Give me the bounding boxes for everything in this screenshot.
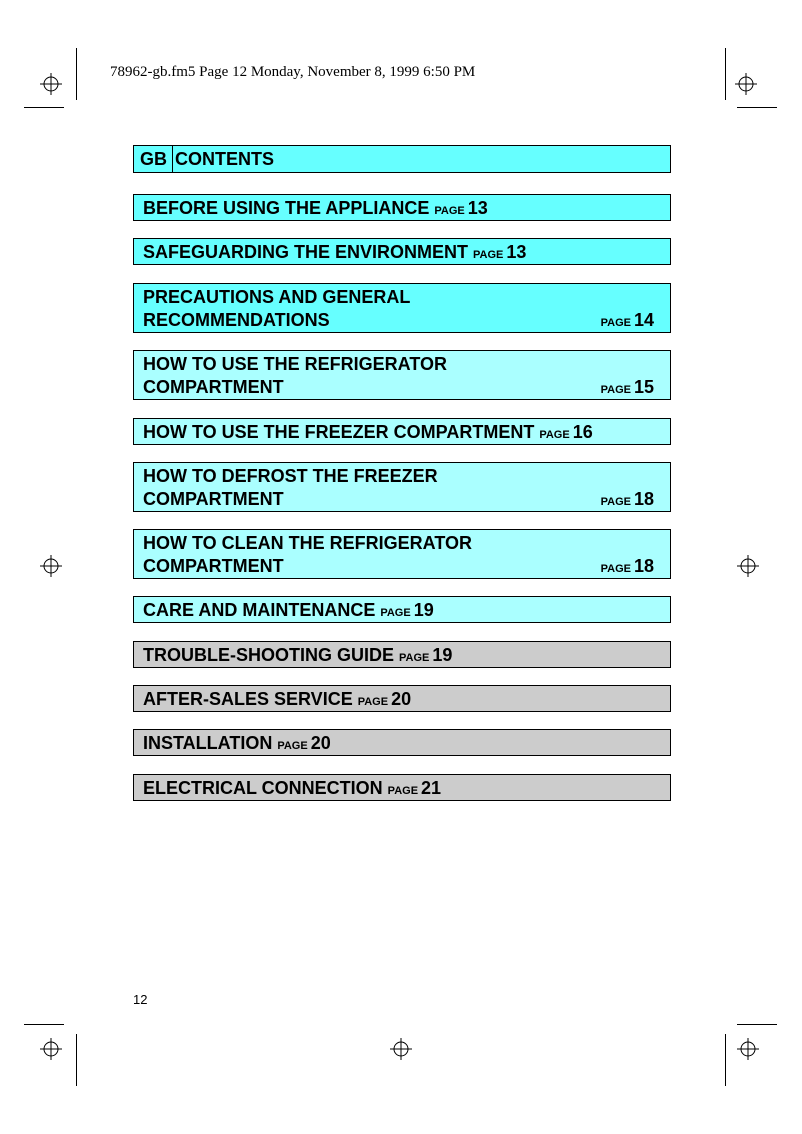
page-label: PAGE [380,607,411,619]
toc-entry-title: INSTALLATION [143,733,273,753]
registration-mark-icon [40,73,62,95]
registration-mark-icon [390,1038,412,1060]
toc-entry-title: AFTER-SALES SERVICE [143,689,353,709]
toc-entry-page: 19 [432,645,453,665]
toc-entry[interactable] [133,596,671,623]
toc-entry-page: 20 [310,733,331,753]
toc-entry[interactable] [133,529,671,579]
toc-entry-title: ELECTRICAL CONNECTION [143,778,383,798]
page-label: PAGE [434,205,465,217]
registration-mark-icon [737,1038,759,1060]
crop-mark-bottom-left-horizontal [24,1024,64,1025]
file-info-header: 78962-gb.fm5 Page 12 Monday, November 8, 1999 6:50 PM [110,64,476,80]
toc-entry[interactable] [133,462,671,512]
toc-entry-page: 21 [421,778,442,798]
toc-entry-title-line1: PRECAUTIONS AND GENERAL [143,287,411,307]
toc-entry-title: BEFORE USING THE APPLIANCE [143,198,430,218]
page-label: PAGE [399,652,430,664]
toc-entry-page: 13 [506,242,527,262]
crop-mark-top-right-vertical [725,48,726,100]
toc-entry-title-line2: COMPARTMENT [143,377,284,397]
toc-entry-page: 19 [413,600,434,620]
toc-entry-title-line1: HOW TO USE THE REFRIGERATOR [143,354,448,374]
page-label: PAGE [357,696,389,708]
toc-entry-title-line2: COMPARTMENT [143,556,284,576]
registration-mark-icon [40,555,62,577]
page-label: PAGE [600,384,631,396]
toc-entry[interactable] [133,350,671,400]
page-label: PAGE [539,429,570,441]
toc-entry-page: 18 [633,556,654,576]
contents-title-bar [133,145,671,173]
toc-entry-title-line2: COMPARTMENT [143,489,284,509]
page-title: CONTENTS [175,149,274,169]
crop-mark-bottom-right-vertical [725,1034,726,1086]
toc-entry-page: 16 [572,422,593,442]
language-code: GB [134,146,173,172]
toc-entry[interactable] [133,641,671,668]
crop-mark-top-right-horizontal [737,107,777,108]
page-label: PAGE [600,317,631,329]
toc-entry[interactable] [133,729,671,756]
toc-entry[interactable] [133,418,671,445]
toc-entry-title: SAFEGUARDING THE ENVIRONMENT [143,242,469,262]
crop-mark-top-left-horizontal [24,107,64,108]
toc-entry[interactable] [133,774,671,801]
page-label: PAGE [277,740,308,752]
toc-entry-page: 14 [633,310,654,330]
crop-mark-bottom-left-vertical [76,1034,77,1086]
registration-mark-icon [40,1038,62,1060]
toc-entry-page: 15 [633,377,654,397]
registration-mark-icon [735,73,757,95]
page-number: 12 [133,992,148,1007]
toc-entry-title-line1: HOW TO CLEAN THE REFRIGERATOR [143,533,473,553]
toc-entry-page: 20 [391,689,412,709]
registration-mark-icon [737,555,759,577]
toc-entry[interactable] [133,194,671,221]
toc-entry-title-line2: RECOMMENDATIONS [143,310,330,330]
crop-mark-top-left-vertical [76,48,77,100]
toc-entry-page: 13 [467,198,488,218]
toc-entry[interactable] [133,238,671,265]
toc-entry[interactable] [133,283,671,333]
toc-entry-title: HOW TO USE THE FREEZER COMPARTMENT [143,422,535,442]
page-label: PAGE [387,785,419,797]
page-label: PAGE [600,563,631,575]
toc-entry-page: 18 [633,489,654,509]
toc-entry-title: CARE AND MAINTENANCE [143,600,376,620]
crop-mark-bottom-right-horizontal [737,1024,777,1025]
page-label: PAGE [600,496,631,508]
toc-entry-title: TROUBLE-SHOOTING GUIDE [143,645,394,665]
toc-entry-title-line1: HOW TO DEFROST THE FREEZER [143,466,438,486]
page-label: PAGE [473,249,504,261]
toc-entry[interactable] [133,685,671,712]
